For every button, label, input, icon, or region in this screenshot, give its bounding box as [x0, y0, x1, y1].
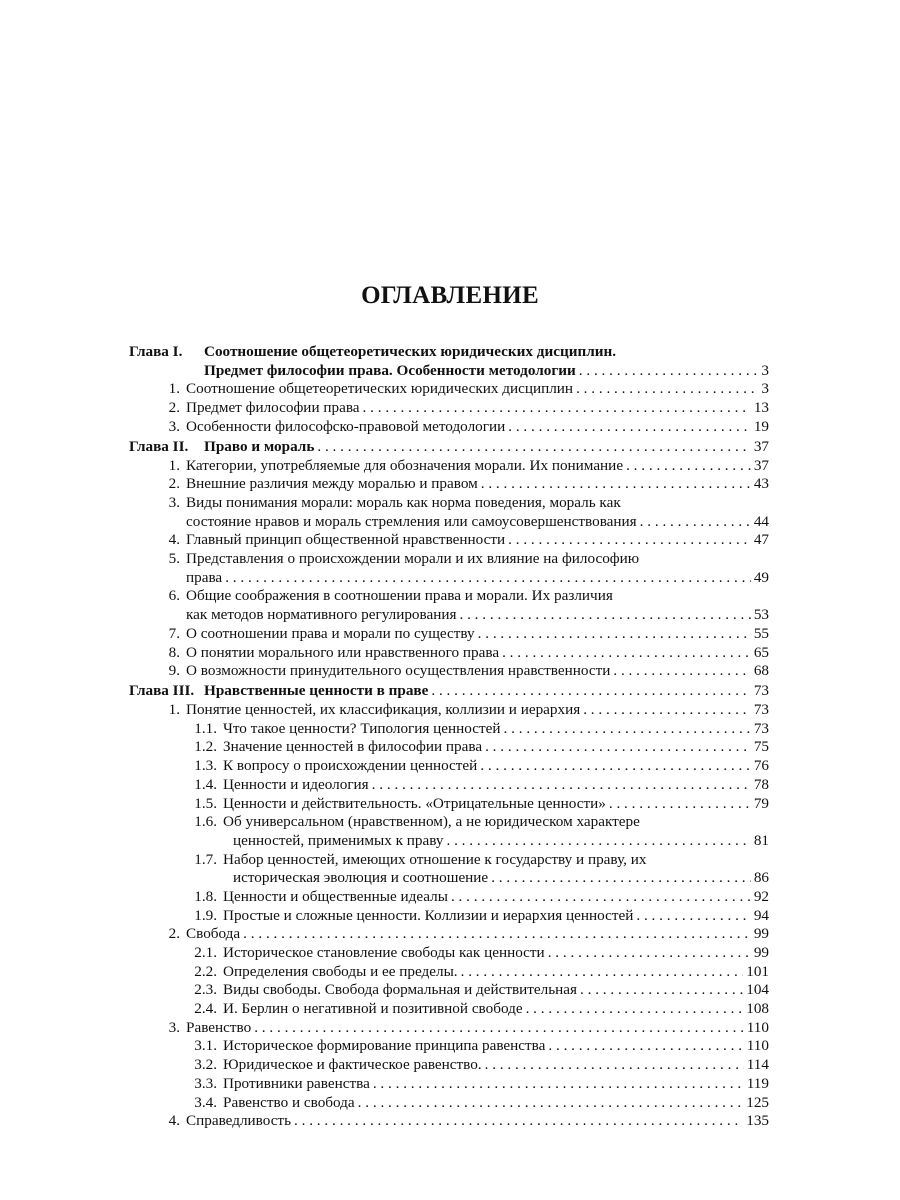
entry-number: 8.: [168, 643, 180, 661]
entry-number: 1.: [168, 701, 180, 719]
dot-leader: [576, 380, 758, 399]
page-title: ОГЛАВЛЕНИЕ: [361, 282, 539, 309]
dot-leader: [636, 907, 750, 926]
entry-title: О соотношении права и морали по существу: [186, 624, 475, 642]
entry-number: 1.2.: [194, 738, 217, 756]
toc-subentry: [129, 944, 769, 963]
entry-title: Равенство: [186, 1018, 252, 1036]
entry-page: 76: [753, 757, 769, 775]
entry-title: О возможности принудительного осуществления нравственности: [186, 662, 611, 680]
toc-entry: [129, 457, 769, 476]
toc-entry: [129, 1112, 769, 1131]
entry-title: О понятии морального или нравственного права: [186, 643, 500, 661]
entry-title-continued: состояние нравов и мораль стремления или самоусовершенствования: [186, 512, 637, 530]
chapter-1-label: Глава I.: [129, 343, 183, 360]
toc-entry: [129, 644, 769, 663]
chapter-1-page: 3: [761, 361, 769, 379]
dot-leader: [640, 513, 751, 532]
entry-page: 78: [753, 775, 769, 793]
chapter-3-heading: [129, 682, 769, 701]
entry-page: 55: [753, 624, 769, 642]
entry-title: Противники равенства: [223, 1074, 370, 1092]
entry-title: Особенности философско-правовой методологии: [186, 417, 506, 435]
dot-leader: [504, 720, 751, 739]
dot-leader: [613, 662, 750, 681]
entry-title: Ценности и действительность. «Отрицательные ценности»: [223, 794, 606, 812]
entry-number: 1.3.: [194, 757, 217, 775]
entry-page: 75: [753, 738, 769, 756]
entry-number: 3.: [168, 417, 180, 435]
toc-entry: [129, 925, 769, 944]
entry-number: 3.: [168, 494, 180, 511]
table-of-contents: [129, 343, 769, 1131]
dot-leader: [502, 644, 751, 663]
chapter-1-heading-line1: [129, 343, 769, 362]
toc-entry: [129, 418, 769, 437]
toc-entry: [129, 494, 769, 513]
dot-leader: [431, 682, 750, 701]
entry-title: Категории, употребляемые для обозначения морали. Их понимание: [186, 456, 624, 474]
entry-number: 2.3.: [194, 981, 217, 999]
entry-page: 79: [753, 794, 769, 812]
entry-number: 4.: [168, 1112, 180, 1130]
entry-page: 68: [753, 662, 769, 680]
dot-leader: [317, 438, 750, 457]
entry-title-continued: права: [186, 568, 223, 586]
entry-number: 1.4.: [194, 775, 217, 793]
dot-leader: [294, 1112, 743, 1131]
toc-entry: [129, 550, 769, 569]
entry-page: 101: [746, 962, 769, 980]
toc-subentry: [129, 795, 769, 814]
dot-leader: [491, 869, 751, 888]
entry-number: 2.: [168, 925, 180, 943]
entry-title: Предмет философии права: [186, 399, 360, 417]
entry-number: 2.: [168, 399, 180, 417]
dot-leader: [508, 418, 751, 437]
entry-number: 3.1.: [194, 1037, 217, 1055]
entry-page: 73: [753, 719, 769, 737]
toc-subentry-continuation: [129, 832, 769, 851]
entry-page: 110: [746, 1018, 769, 1036]
entry-page: 3: [761, 380, 769, 398]
dot-leader: [626, 457, 751, 476]
entry-page: 99: [753, 925, 769, 943]
entry-title-continued: как методов нормативного регулирования: [186, 606, 457, 624]
toc-entry: [129, 475, 769, 494]
dot-leader: [580, 981, 743, 1000]
entry-number: 5.: [168, 550, 180, 568]
toc-entry: [129, 531, 769, 550]
toc-subentry: [129, 1056, 769, 1075]
toc-entry: [129, 662, 769, 681]
entry-page: 86: [753, 869, 769, 887]
entry-page: 108: [746, 1000, 769, 1018]
chapter-2-page: 37: [753, 437, 769, 455]
entry-page: 92: [753, 887, 769, 905]
entry-page: 19: [753, 417, 769, 435]
entry-page: 37: [753, 456, 769, 474]
chapter-3-page: 73: [753, 682, 769, 700]
entry-title: Внешние различия между моралью и правом: [186, 475, 478, 493]
chapter-2-label: Глава II.: [129, 437, 189, 455]
entry-number: 1.: [168, 456, 180, 474]
toc-subentry: [129, 907, 769, 926]
chapter-1-heading-line2: [129, 362, 769, 381]
entry-number: 2.2.: [194, 962, 217, 980]
entry-title: Простые и сложные ценности. Коллизии и иерархия ценностей: [223, 906, 634, 924]
dot-leader: [363, 399, 751, 418]
toc-entry: [129, 625, 769, 644]
entry-title: Что такое ценности? Типология ценностей: [223, 719, 501, 737]
entry-number: 7.: [168, 624, 180, 642]
entry-number: 1.5.: [194, 794, 217, 812]
entry-title: Определения свободы и ее пределы.: [223, 962, 458, 980]
toc-subentry: [129, 963, 769, 982]
toc-entry-continuation: [129, 513, 769, 532]
dot-leader: [485, 1056, 744, 1075]
entry-number: 2.1.: [194, 944, 217, 961]
entry-title: Понятие ценностей, их классификация, коллизии и иерархия: [186, 701, 581, 719]
toc-subentry: [129, 888, 769, 907]
entry-page: 65: [753, 643, 769, 661]
entry-number: 1.7.: [194, 850, 217, 868]
toc-subentry: [129, 1037, 769, 1056]
toc-subentry: [129, 757, 769, 776]
entry-page: 119: [746, 1074, 769, 1092]
entry-number: 3.: [168, 1018, 180, 1036]
entry-number: 1.1.: [194, 719, 217, 737]
dot-leader: [461, 963, 744, 982]
entry-number: 1.6.: [194, 813, 217, 831]
entry-page: 47: [753, 531, 769, 549]
entry-number: 2.4.: [194, 1000, 217, 1018]
dot-leader: [481, 475, 751, 494]
toc-entry-continuation: [129, 606, 769, 625]
toc-subentry: [129, 1000, 769, 1019]
dot-leader: [451, 888, 751, 907]
chapter-2-heading: [129, 438, 769, 457]
toc-entry: [129, 380, 769, 399]
toc-entry: [129, 587, 769, 606]
entry-title: Значение ценностей в философии права: [223, 738, 483, 756]
chapter-1-title-line2: Предмет философии права. Особенности методологии: [204, 361, 576, 379]
toc-subentry: [129, 776, 769, 795]
dot-leader: [548, 944, 751, 963]
entry-page: 81: [753, 831, 769, 849]
entry-title: Соотношение общетеоретических юридических дисциплин: [186, 380, 574, 398]
entry-title: К вопросу о происхождении ценностей: [223, 757, 478, 775]
entry-number: 9.: [168, 662, 180, 680]
entry-title: Равенство и свобода: [223, 1093, 355, 1111]
toc-subentry: [129, 981, 769, 1000]
entry-title: Историческое становление свободы как ценности: [223, 944, 545, 961]
dot-leader: [459, 606, 750, 625]
toc-entry: [129, 1019, 769, 1038]
dot-leader: [243, 925, 751, 944]
entry-number: 1.: [168, 380, 180, 398]
entry-number: 3.4.: [194, 1093, 217, 1111]
entry-title: Виды свободы. Свобода формальная и действительная: [223, 981, 578, 999]
entry-number: 2.: [168, 475, 180, 493]
dot-leader: [446, 832, 750, 851]
toc-entry: [129, 701, 769, 720]
dot-leader: [526, 1000, 744, 1019]
entry-title: И. Берлин о негативной и позитивной свободе: [223, 1000, 523, 1018]
dot-leader: [548, 1037, 743, 1056]
chapter-3-label: Глава III.: [129, 682, 195, 700]
entry-number: 4.: [168, 531, 180, 549]
entry-title: Об универсальном (нравственном), а не юридическом характере: [223, 813, 640, 831]
entry-title: Представления о происхождении морали и их влияние на философию: [186, 550, 640, 568]
dot-leader: [254, 1019, 744, 1038]
entry-number: 1.8.: [194, 887, 217, 905]
entry-title: Свобода: [186, 925, 241, 943]
dot-leader: [609, 795, 751, 814]
dot-leader: [225, 569, 751, 588]
dot-leader: [478, 625, 751, 644]
entry-title-continued: историческая эволюция и соотношение: [233, 869, 489, 887]
dot-leader: [583, 701, 751, 720]
entry-page: 125: [746, 1093, 769, 1111]
entry-page: 44: [753, 512, 769, 530]
entry-page: 104: [746, 981, 769, 999]
toc-subentry: [129, 1075, 769, 1094]
entry-title: Набор ценностей, имеющих отношение к государству и праву, их: [223, 850, 647, 868]
entry-number: 3.3.: [194, 1074, 217, 1092]
toc-subentry: [129, 1094, 769, 1113]
entry-title: Главный принцип общественной нравственности: [186, 531, 506, 549]
entry-title: Ценности и общественные идеалы: [223, 887, 448, 905]
chapter-1-title-line1: Соотношение общетеоретических юридических дисциплин.: [204, 343, 617, 360]
entry-number: 1.9.: [194, 906, 217, 924]
dot-leader: [373, 1075, 744, 1094]
toc-subentry: [129, 738, 769, 757]
dot-leader: [358, 1094, 744, 1113]
toc-subentry-continuation: [129, 869, 769, 888]
entry-title: Общие соображения в соотношении права и морали. Их различия: [186, 587, 613, 605]
dot-leader: [508, 531, 751, 550]
dot-leader: [372, 776, 751, 795]
entry-title-continued: ценностей, применимых к праву: [233, 831, 444, 849]
entry-title: Справедливость: [186, 1112, 291, 1130]
entry-number: 6.: [168, 587, 180, 605]
entry-title: Виды понимания морали: мораль как норма поведения, мораль как: [186, 494, 621, 511]
toc-subentry: [129, 813, 769, 832]
chapter-3-title: Нравственные ценности в праве: [204, 682, 429, 700]
chapter-2-title: Право и мораль: [204, 437, 315, 455]
entry-number: 3.2.: [194, 1056, 217, 1074]
entry-page: 94: [753, 906, 769, 924]
entry-title: Историческое формирование принципа равенства: [223, 1037, 546, 1055]
entry-page: 43: [753, 475, 769, 493]
entry-title: Юридическое и фактическое равенство.: [223, 1056, 482, 1074]
entry-page: 99: [753, 944, 769, 961]
entry-page: 114: [746, 1056, 769, 1074]
toc-entry: [129, 399, 769, 418]
entry-page: 53: [753, 606, 769, 624]
toc-entry-continuation: [129, 569, 769, 588]
dot-leader: [579, 362, 759, 381]
toc-subentry: [129, 851, 769, 870]
entry-title: Ценности и идеология: [223, 775, 369, 793]
entry-page: 13: [753, 399, 769, 417]
toc-subentry: [129, 720, 769, 739]
dot-leader: [485, 738, 751, 757]
entry-page: 135: [746, 1112, 769, 1130]
entry-page: 49: [753, 568, 769, 586]
dot-leader: [480, 757, 751, 776]
entry-page: 110: [746, 1037, 769, 1055]
entry-page: 73: [753, 701, 769, 719]
